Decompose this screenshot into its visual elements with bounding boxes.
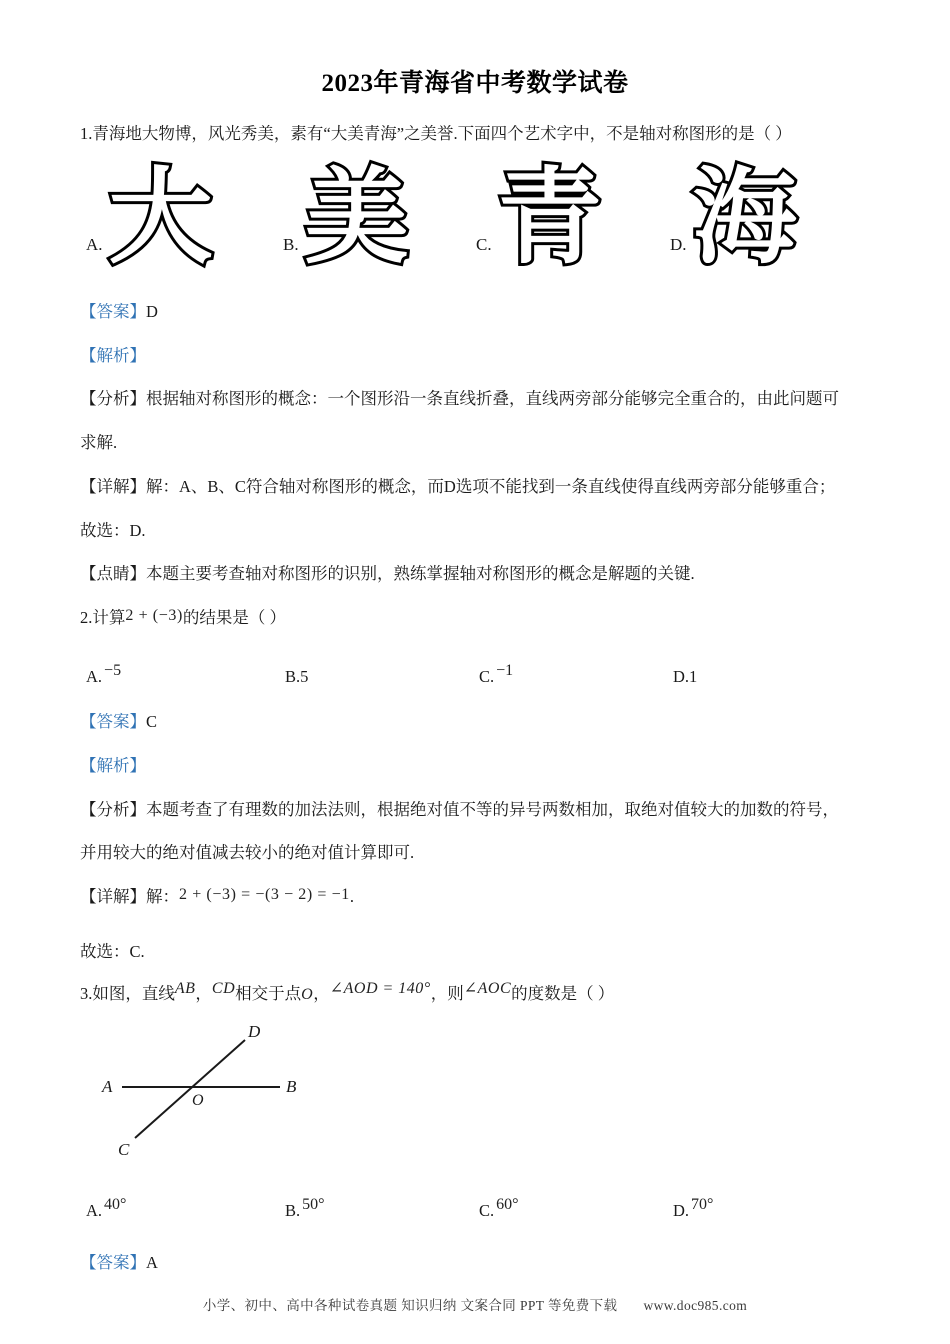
question-1-analysis (80, 387, 878, 412)
answer-value: A (146, 1252, 158, 1272)
explain-label: 【解析】 (80, 755, 146, 775)
option-B-letter: B. (285, 1200, 301, 1220)
page-footer (0, 1294, 950, 1314)
insight-label: 【点睛】 (80, 564, 146, 584)
question-3-angle-AOC: ∠AOC (463, 979, 512, 997)
figure-label-B: B (286, 1076, 297, 1096)
line-CD (135, 1040, 245, 1138)
question-1-detail (80, 475, 878, 500)
art-glyph-da-icon: 大 (108, 156, 213, 279)
option-D-artistic[interactable] (670, 156, 797, 279)
question-3-stem (80, 979, 878, 1007)
question-1-art-options (80, 153, 878, 281)
question-3-line-AB: AB (174, 979, 196, 997)
question-3-part5: 的度数是（ ） (511, 983, 615, 1003)
art-glyph-hai-icon: 海 (692, 156, 797, 279)
option-C-artistic[interactable] (476, 156, 602, 279)
question-3-option-A[interactable] (86, 1195, 127, 1221)
question-2-stem (80, 606, 878, 631)
question-2-solution-equation: 2 + (−3) = −(3 − 2) = −1 (179, 886, 350, 904)
question-3-angle-AOD: ∠AOD = 140° (329, 979, 431, 997)
answer-label: 【答案】 (80, 301, 146, 321)
question-3-option-C[interactable] (479, 1195, 519, 1221)
question-1-detail-line2: 故选：D. (80, 520, 146, 540)
question-3-answer (80, 1251, 878, 1276)
art-glyph-mei-icon: 美 (304, 156, 409, 279)
option-C-value: −1 (496, 662, 514, 680)
answer-value: C (146, 712, 158, 732)
question-3-option-D[interactable] (673, 1195, 714, 1221)
question-3-comma: ， (195, 983, 212, 1003)
option-D-letter: D. (673, 1200, 690, 1220)
question-2-detail (80, 885, 878, 910)
intersecting-lines-svg (80, 1015, 400, 1165)
analysis-text: 根据轴对称图形的概念：一个图形沿一条直线折叠，直线两旁部分能够完全重合的，由此问题可 (146, 389, 839, 409)
figure-label-A: A (102, 1076, 113, 1096)
question-3-part2: 相交于点 (235, 983, 302, 1003)
question-1-insight (80, 562, 878, 587)
option-B-letter: B. (283, 234, 299, 254)
question-3-point-O: O (301, 985, 314, 1003)
detail-text: 解：A、B、C符合轴对称图形的概念，而D选项不能找到一条直线使得直线两旁部分能够重合； (146, 476, 836, 496)
option-D-letter: D. (670, 234, 687, 254)
page-title: 2023年青海省中考数学试卷 (321, 70, 629, 97)
answer-label: 【答案】 (80, 1252, 146, 1272)
document-content (0, 121, 950, 1275)
figure-label-D: D (248, 1021, 261, 1041)
option-D-value: 70° (691, 1195, 714, 1213)
question-3-part4: ，则 (430, 983, 464, 1003)
question-2-option-C[interactable] (479, 662, 514, 687)
detail-label: 【详解】 (80, 887, 146, 907)
option-A-artistic[interactable] (86, 156, 213, 279)
explain-label: 【解析】 (80, 345, 146, 365)
option-A-value: −5 (104, 662, 122, 680)
analysis-label: 【分析】 (80, 389, 146, 409)
question-2-option-D[interactable] (673, 667, 697, 687)
question-2-stem-prefix: 2.计算 (80, 608, 126, 628)
option-C-letter: C. (479, 667, 495, 687)
question-2-stem-suffix: 的结果是（ ） (182, 608, 287, 628)
insight-text: 本题主要考查轴对称图形的识别，熟练掌握轴对称图形的概念是解题的关键. (146, 564, 695, 584)
art-glyph-qing-icon: 青 (497, 156, 602, 279)
analysis-label: 【分析】 (80, 799, 146, 819)
question-2-option-B[interactable] (285, 667, 308, 687)
figure-label-O: O (192, 1091, 204, 1109)
option-C-value: 60° (496, 1195, 519, 1213)
question-2-analysis (80, 798, 878, 823)
option-B-letter: B. (285, 667, 301, 687)
option-C-letter: C. (476, 234, 492, 254)
question-3-option-B[interactable] (285, 1195, 325, 1221)
option-A-letter: A. (86, 667, 103, 687)
question-3-figure (80, 1015, 878, 1165)
question-1-analysis-line2: 求解. (80, 433, 118, 453)
question-3-options (80, 1185, 878, 1225)
option-C-letter: C. (479, 1200, 495, 1220)
answer-value: D (146, 301, 158, 321)
option-A-letter: A. (86, 234, 103, 254)
option-B-artistic[interactable] (283, 156, 409, 279)
footer-url[interactable]: www.doc985.com (643, 1298, 748, 1313)
question-2-options (80, 651, 878, 691)
question-2-option-A[interactable] (86, 662, 122, 687)
detail-prefix: 解： (146, 887, 179, 907)
option-D-letter: D. (673, 667, 690, 687)
answer-label: 【答案】 (80, 712, 146, 732)
question-2-detail-line2: 故选：C. (80, 942, 145, 962)
option-D-value: 1 (689, 667, 698, 687)
question-3-part1: 3.如图，直线 (80, 983, 175, 1003)
question-1-answer (80, 300, 878, 325)
analysis-text: 本题考查了有理数的加法法则，根据绝对值不等的异号两数相加，取绝对值较大的加数的符号， (146, 799, 839, 819)
question-2-answer (80, 710, 878, 735)
option-A-value: 40° (104, 1195, 127, 1213)
question-2-expression: 2 + (−3) (125, 607, 183, 625)
option-A-letter: A. (86, 1200, 103, 1220)
question-1-stem: 1.青海地大物博，风光秀美，素有“大美青海”之美誉.下面四个艺术字中，不是轴对称图形的是（ ） (80, 124, 792, 144)
figure-label-C: C (118, 1139, 130, 1159)
question-2-analysis-line2: 并用较大的绝对值减去较小的绝对值计算即可. (80, 843, 415, 863)
question-2-explain-label (80, 754, 878, 779)
detail-label: 【详解】 (80, 476, 146, 496)
option-B-value: 50° (302, 1195, 325, 1213)
detail-suffix: . (349, 887, 355, 907)
question-1-explain-label (80, 344, 878, 369)
question-3-part3: ， (313, 983, 330, 1003)
question-3-line-CD: CD (211, 979, 236, 997)
footer-text: 小学、初中、高中各种试卷真题 知识归纳 文案合同 PPT 等免费下载 (202, 1298, 618, 1313)
option-B-value: 5 (300, 667, 309, 687)
